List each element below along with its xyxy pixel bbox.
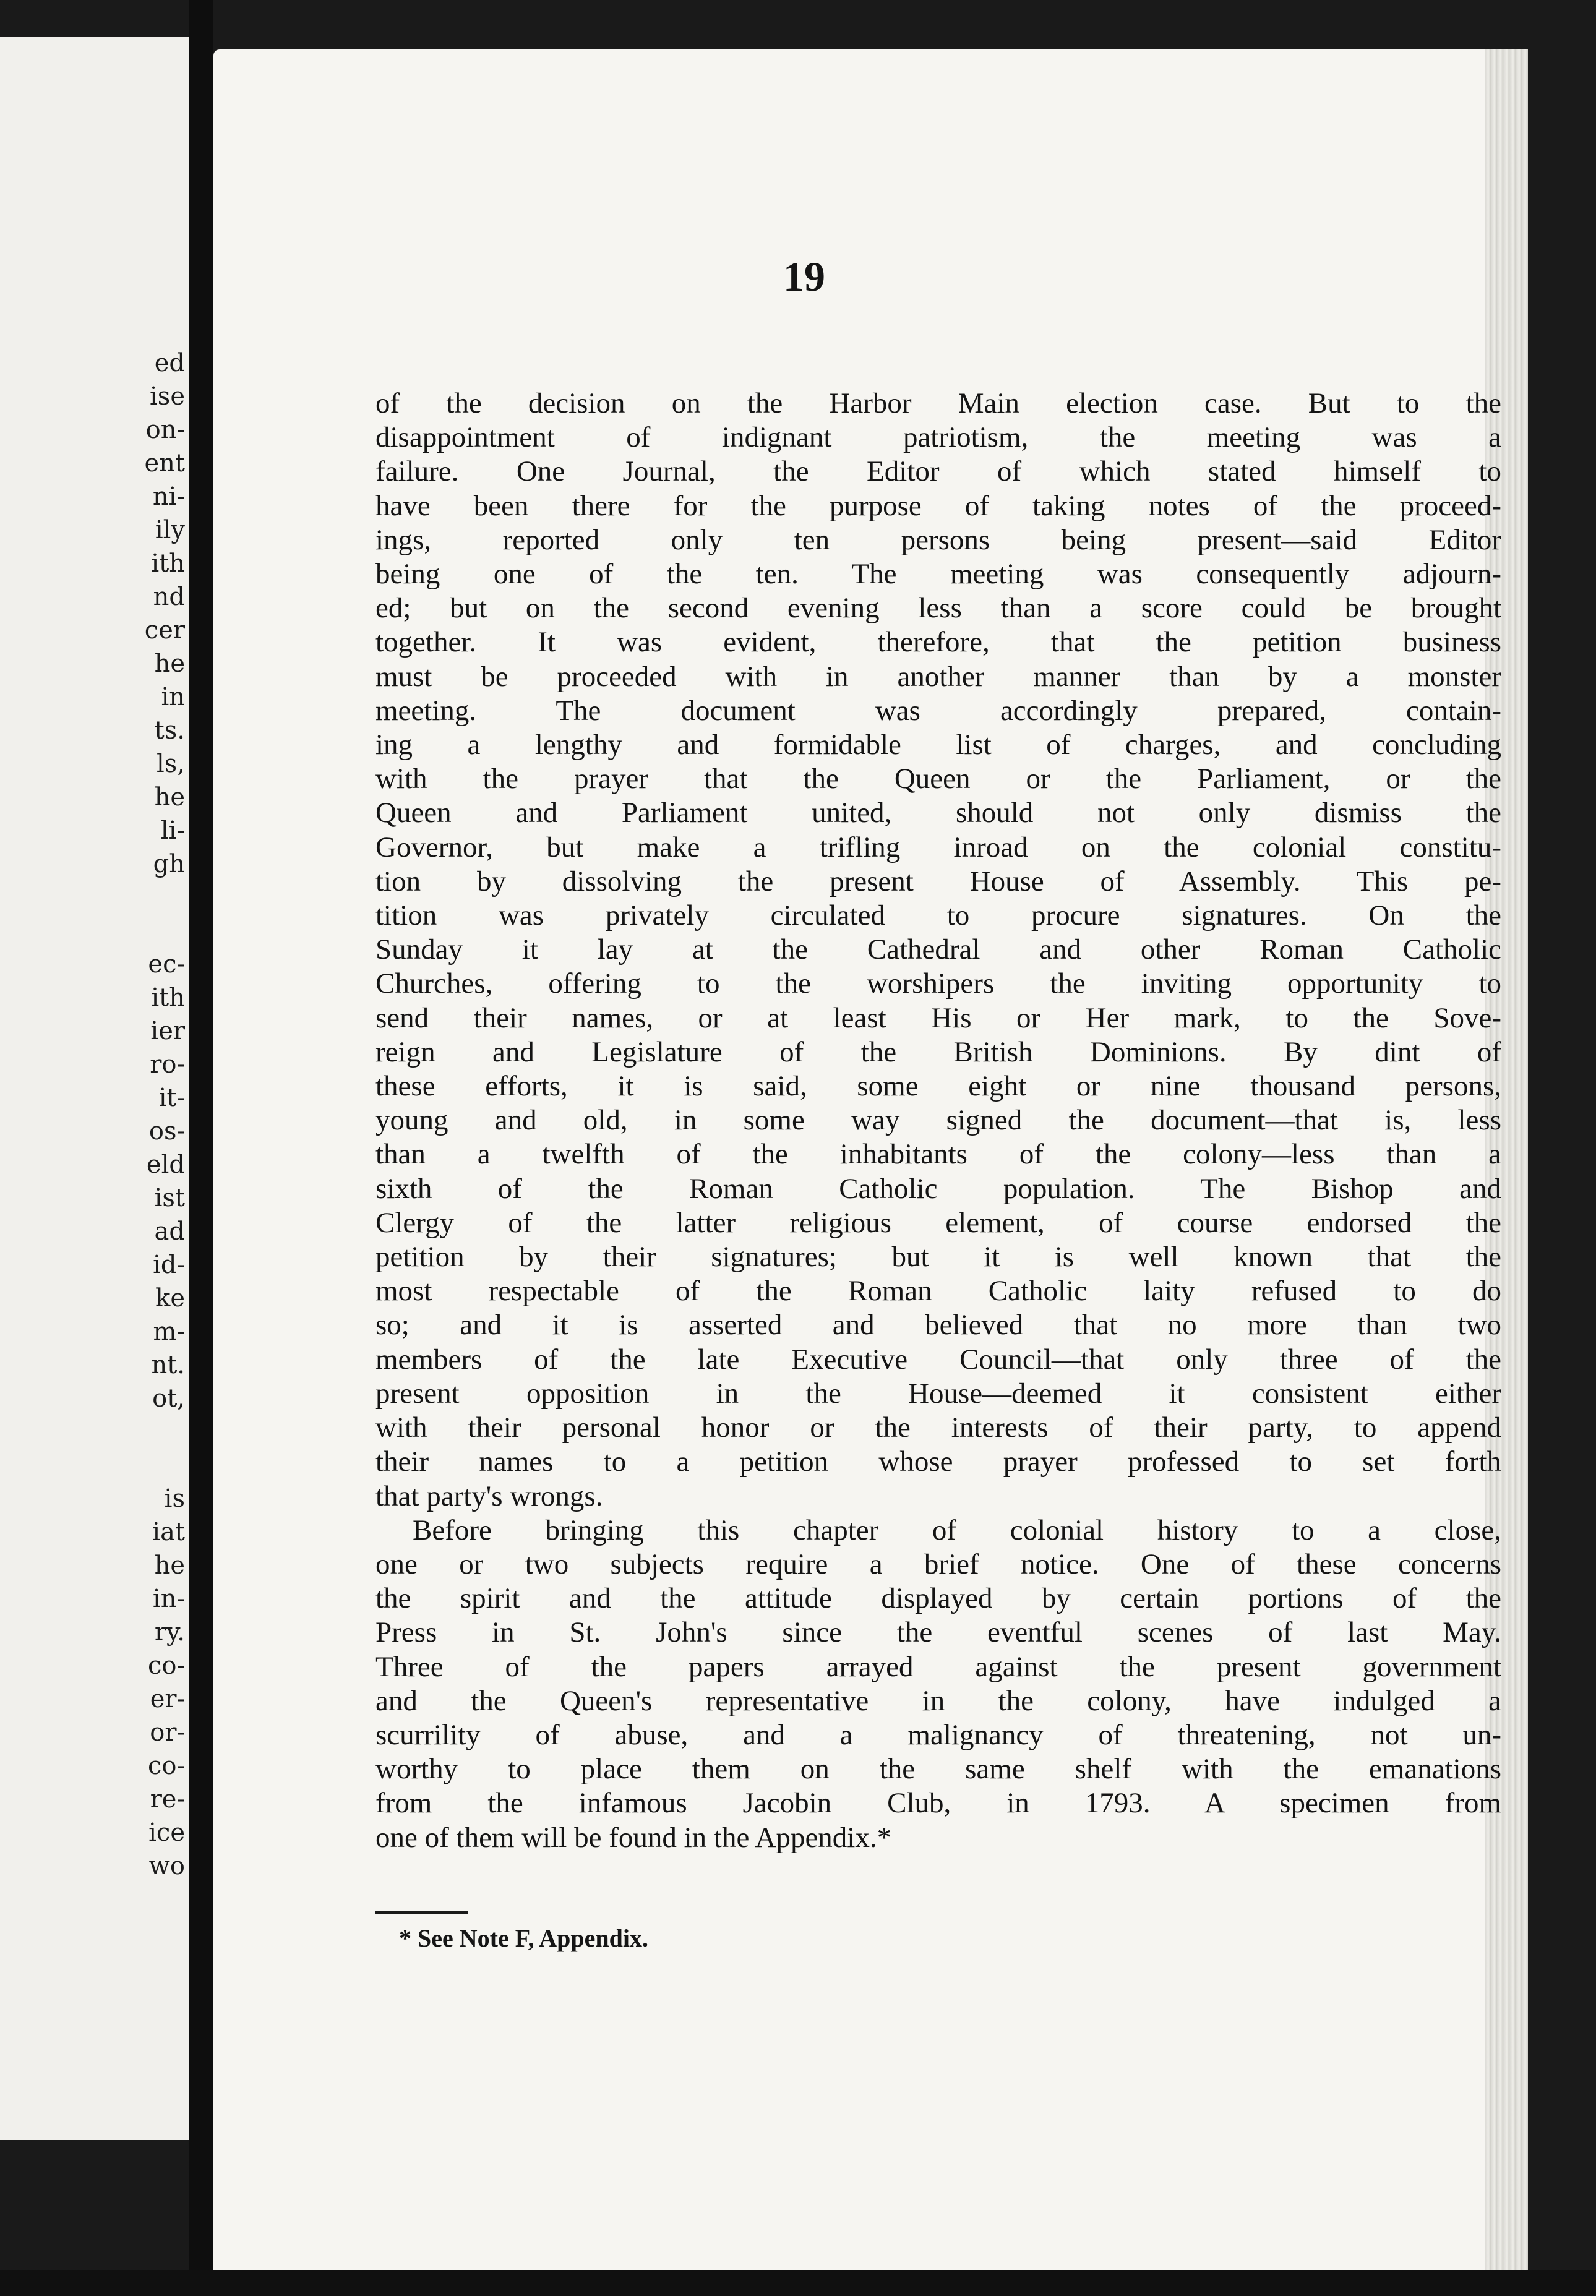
fragment: ist: [154, 1184, 185, 1212]
text-line: together. It was evident, therefore, that the petition business: [375, 626, 1501, 659]
text-line: tition was privately circulated to procure signatures. On the: [375, 899, 1501, 932]
text-line: disappointment of indignant patriotism, the meeting was a: [375, 421, 1501, 454]
fragment: ts.: [154, 716, 185, 745]
text-line: have been there for the purpose of taking notes of the proceed-: [375, 489, 1501, 522]
text-line: so; and it is asserted and believed that no more than two: [375, 1309, 1501, 1342]
fragment: ni-: [152, 482, 185, 511]
fragment: ec-: [148, 950, 185, 979]
fragment: ise: [150, 382, 185, 411]
text-line: and the Queen's representative in the colony, have indulged a: [375, 1684, 1501, 1717]
fragment: ed: [154, 349, 185, 377]
fragment: co-: [148, 1752, 185, 1780]
fragment: eld: [146, 1150, 185, 1179]
fragment: in: [161, 683, 185, 711]
book-gutter: [189, 0, 213, 2296]
fragment: ot,: [152, 1384, 185, 1413]
fragment: is: [164, 1484, 185, 1513]
text-line: Governor, but make a trifling inroad on the colonial constitu-: [375, 831, 1501, 863]
fragment: id-: [153, 1251, 185, 1279]
text-line: Churches, offering to the worshipers the inviting opportunity to: [375, 967, 1501, 1000]
fragment: er-: [150, 1685, 185, 1713]
text-line: present opposition in the House—deemed it consistent either: [375, 1377, 1501, 1410]
fragment: on-: [145, 416, 185, 444]
text-line: Sunday it lay at the Cathedral and other Roman Catholic: [375, 933, 1501, 966]
footnote: * See Note F, Appendix.: [399, 1924, 649, 1952]
text-line: than a twelfth of the inhabitants of the colony—less than a: [375, 1138, 1501, 1171]
text-line: with their personal honor or the interests of their party, to append: [375, 1411, 1501, 1444]
fragment: ice: [148, 1818, 185, 1847]
text-line: Three of the papers arrayed against the present government: [375, 1650, 1501, 1683]
fragment: ls,: [156, 750, 185, 778]
text-line: with the prayer that the Queen or the Parliament, or the: [375, 763, 1501, 795]
text-line: send their names, or at least His or Her mark, to the Sove-: [375, 1001, 1501, 1034]
text-line: from the infamous Jacobin Club, in 1793. A specimen from: [375, 1787, 1501, 1820]
fragment: ry.: [154, 1618, 185, 1647]
fragment: ily: [155, 516, 185, 544]
text-line: the spirit and the attitude displayed by certain portions of the: [375, 1582, 1501, 1615]
fragment: re-: [150, 1785, 185, 1814]
fragment: nd: [153, 583, 185, 611]
fragment: ith: [151, 983, 185, 1012]
fragment: he: [154, 783, 185, 812]
fragment: ad: [154, 1217, 185, 1246]
facing-page-fragment: [0, 37, 189, 2140]
fragment: he: [154, 1551, 185, 1580]
text-line: one of them will be found in the Appendix.*: [375, 1821, 892, 1854]
text-line: members of the late Executive Council—that only three of the: [375, 1343, 1501, 1376]
fragment: ent: [144, 449, 185, 478]
fragment: gh: [153, 850, 185, 878]
text-line: meeting. The document was accordingly prepared, contain-: [375, 694, 1501, 727]
scan-border: [0, 2270, 1596, 2296]
fragment: he: [154, 649, 185, 678]
book-page: [213, 49, 1528, 2270]
fragment: ier: [150, 1017, 185, 1045]
text-line: that party's wrongs.: [375, 1480, 603, 1512]
fragment: it-: [158, 1084, 185, 1112]
text-line: Press in St. John's since the eventful scenes of last May.: [375, 1616, 1501, 1649]
text-line: must be proceeded with in another manner than by a monster: [375, 660, 1501, 693]
footnote-rule: [375, 1911, 468, 1914]
fragment: co-: [148, 1651, 185, 1680]
text-line: one or two subjects require a brief notice. One of these concerns: [375, 1548, 1501, 1580]
text-line: young and old, in some way signed the document—that is, less: [375, 1104, 1501, 1137]
fragment: wo: [148, 1852, 185, 1880]
fragment: cer: [144, 616, 185, 645]
text-line: Queen and Parliament united, should not only dismiss the: [375, 797, 1501, 829]
text-line: ing a lengthy and formidable list of charges, and concluding: [375, 729, 1501, 761]
fragment: ro-: [150, 1050, 185, 1079]
text-line: petition by their signatures; but it is well known that the: [375, 1241, 1501, 1274]
text-line: being one of the ten. The meeting was consequently adjourn-: [375, 558, 1501, 591]
fragment: or-: [150, 1718, 185, 1747]
body-text: [375, 387, 1501, 1855]
text-line: ed; but on the second evening less than a score could be brought: [375, 592, 1501, 625]
text-line: failure. One Journal, the Editor of which stated himself to: [375, 455, 1501, 488]
fragment: m-: [153, 1317, 185, 1346]
fragment: os-: [148, 1117, 185, 1146]
text-line: ings, reported only ten persons being present—said Editor: [375, 523, 1501, 556]
text-line: scurrility of abuse, and a malignancy of threatening, not un-: [375, 1718, 1501, 1751]
text-line: sixth of the Roman Catholic population. The Bishop and: [375, 1172, 1501, 1205]
fragment: li-: [160, 816, 185, 845]
fragment: nt.: [151, 1351, 185, 1379]
text-line: worthy to place them on the same shelf with the emanations: [375, 1753, 1501, 1786]
text-line: of the decision on the Harbor Main election case. But to the: [375, 387, 1501, 419]
fragment: ith: [151, 549, 185, 578]
text-line: Before bringing this chapter of colonial history to a close,: [413, 1514, 1501, 1546]
text-line: their names to a petition whose prayer professed to set forth: [375, 1446, 1501, 1478]
facing-page-line-ends: [98, 346, 185, 1883]
text-line: reign and Legislature of the British Dominions. By dint of: [375, 1035, 1501, 1068]
text-line: tion by dissolving the present House of Assembly. This pe-: [375, 865, 1501, 897]
fragment: ke: [155, 1284, 185, 1313]
text-line: Clergy of the latter religious element, of course endorsed the: [375, 1206, 1501, 1239]
fragment: in-: [152, 1585, 185, 1613]
page-number: 19: [783, 253, 825, 300]
text-line: most respectable of the Roman Catholic laity refused to do: [375, 1275, 1501, 1308]
fragment: iat: [152, 1518, 185, 1546]
text-line: these efforts, it is said, some eight or nine thousand persons,: [375, 1070, 1501, 1103]
